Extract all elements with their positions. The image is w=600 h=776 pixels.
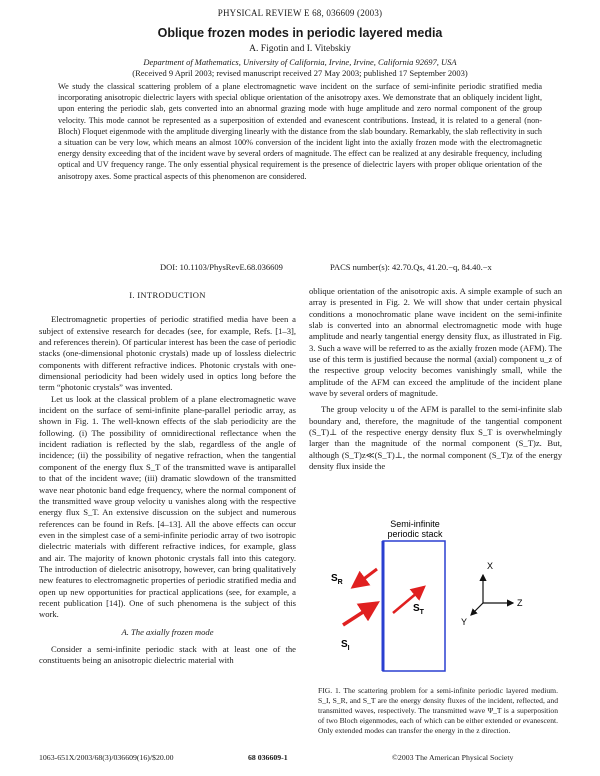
s-i-label: $S_I$ bbox=[341, 639, 350, 652]
figure-1-diagram bbox=[323, 517, 553, 673]
right-column bbox=[309, 286, 562, 473]
figure-1-caption: FIG. 1. The scattering problem for a semi-infinite periodic layered medium. S_I, S_R, and S_T are the energy density fluxes of the incident, reflected, and transmitted waves, respectively. The transmitted wave Ψ_T is a superposition of two Bloch eigenmodes, each of which can be either extended or evanescent. Only extended modes can transfer the energy in the z direction. bbox=[318, 686, 558, 735]
affiliation: Department of Mathematics, University of California, Irvine, Irvine, California 92697, USA bbox=[143, 57, 457, 67]
reflected-flux-arrow bbox=[353, 569, 377, 587]
left-column bbox=[39, 286, 296, 667]
y-axis-arrow bbox=[471, 603, 483, 615]
paragraph: Let us look at the classical problem of a plane electromagnetic wave incident on the surface of semi-infinite plane-parallel periodic array, as shown in Fig. 1. The well-known effects of the slab periodicity are the following. (i) The possibility of omnidirectional reflectance when the incident radiation is reflected by the slab, regardless of the angle of incidence; (ii) the possibility of negative refraction, when the tangential component of the energy flux S_T of the transmitted wave is antiparallel to that of the incident wave; (iii) dramatic slowdown of the transmitted wave near photonic band edge frequency, where the normal component of the transmitted wave group velocity u vanishes along with the respective energy flux S_T. An extensive discussion on the subject and numerous references can be found in Refs. [4–13]. All the above effects can occur even in the simplest case of a semi-infinite periodic array of two isotropic dielectric materials with different refractive indices, for example, glass and air. The majority of known photonic crystals fall into this category. The introduction of dielectric anisotropy, however, can bring qualitatively new features to electromagnetic properties of periodic stratified media and open up new opportunities for practical applications (see, for example, a recent publication [14]). One of such phenomena is the subject of this work. bbox=[39, 393, 296, 620]
pacs-numbers: PACS number(s): 42.70.Qs, 41.20.−q, 84.40.−x bbox=[330, 262, 492, 272]
paragraph: Consider a semi-infinite periodic stack with at least one of the constituents being an anisotropic dielectric material with bbox=[39, 643, 296, 666]
figure-1 bbox=[323, 517, 553, 673]
stack-label-line2: periodic stack bbox=[387, 529, 443, 539]
authors: A. Figotin and I. Vitebskiy bbox=[249, 44, 351, 54]
journal-header: PHYSICAL REVIEW E 68, 036609 (2003) bbox=[217, 8, 383, 18]
subsection-title: A. The axially frozen mode bbox=[121, 626, 214, 637]
s-r-label: $S_R$ bbox=[331, 573, 343, 586]
doi: DOI: 10.1103/PhysRevE.68.036609 bbox=[160, 262, 283, 272]
stack-label-line1: Semi-infinite bbox=[390, 519, 440, 529]
footer-code: 1063-651X/2003/68(3)/036609(16)/$20.00 bbox=[39, 753, 174, 762]
received-dates: (Received 9 April 2003; revised manuscript received 27 May 2003; published 17 September 2003) bbox=[132, 68, 468, 78]
section-title: I. INTRODUCTION bbox=[129, 290, 206, 300]
paragraph: oblique orientation of the anisotropic axis. A simple example of such an array is presented in Fig. 2. We will show that under certain physical conditions a monochromatic plane wave incident on the semi-infinite slab is converted into an abnormal electromagnetic mode with huge amplitude and nearly tangential energy density flux, as illustrated in Fig. 3. Such a wave will be referred to as the axially frozen mode (AFM). The use of this term is justified because the normal (axial) component u_z of the respective group velocity becomes vanishingly small, while the amplitude of the AFM can exceed the amplitude of the incident plane wave by several orders of magnitude. bbox=[309, 286, 562, 399]
copyright: ©2003 The American Physical Society bbox=[392, 753, 514, 762]
x-axis-label: X bbox=[487, 561, 494, 571]
abstract: We study the classical scattering problem of a plane electromagnetic wave incident on the surface of semi-infinite periodic stratified media incorporating anisotropic dielectric layers with special oblique orientation of the anisotropy axes. We demonstrate that an obliquely incident light, upon entering the periodic slab, gets converted into an abnormal grazing mode with huge amplitude and zero normal component of the group velocity. This mode cannot be represented as a superposition of extended and evanescent contributions. Instead, it is related to a general (non-Bloch) Floquet eigenmode with the amplitude diverging linearly with the distance from the slab boundary. Remarkably, the slab reflectivity in such a situation can be very low, which means an almost 100% conversion of the incident light into the axially frozen mode with the electromagnetic energy density exceeding that of the incident wave by several orders of magnitude. The effect can be realized at any desirable frequency, including optical and UV frequency range. The only essential physical requirement is the presence of dielectric layers with proper oblique orientation of the anisotropy axes. Some practical aspects of this phenomenon are considered. bbox=[58, 82, 542, 181]
s-t-label: $S_T$ bbox=[413, 603, 424, 616]
y-axis-label: Y bbox=[461, 617, 468, 627]
page-number: 68 036609-1 bbox=[248, 753, 288, 762]
paragraph: The group velocity u of the AFM is parallel to the semi-infinite slab boundary and, therefore, the magnitude of the tangential component (S_T)⊥ of the respective energy density flux S_T is overwhelmingly larger than the magnitude of the normal component (S_T)z. But, although (S_T)z≪(S_T)⊥, the normal component (S_T)z of the energy density flux inside the bbox=[309, 404, 562, 472]
z-axis-label: Z bbox=[517, 598, 523, 608]
incident-flux-arrow bbox=[343, 603, 377, 625]
paragraph: Electromagnetic properties of periodic stratified media have been a subject of extensive research for decades (see, for example, Refs. [1–3], and references therein). Of particular interest has been the case of periodic stacks (one-dimensional photonic crystals) made up of lossless dielectric components with different refractive indices. Photonic crystals with one-dimensional periodicity had been widely used in optics long before the term “photonic crystals” was invented. bbox=[39, 314, 296, 393]
paper-title: Oblique frozen modes in periodic layered media bbox=[157, 26, 443, 40]
